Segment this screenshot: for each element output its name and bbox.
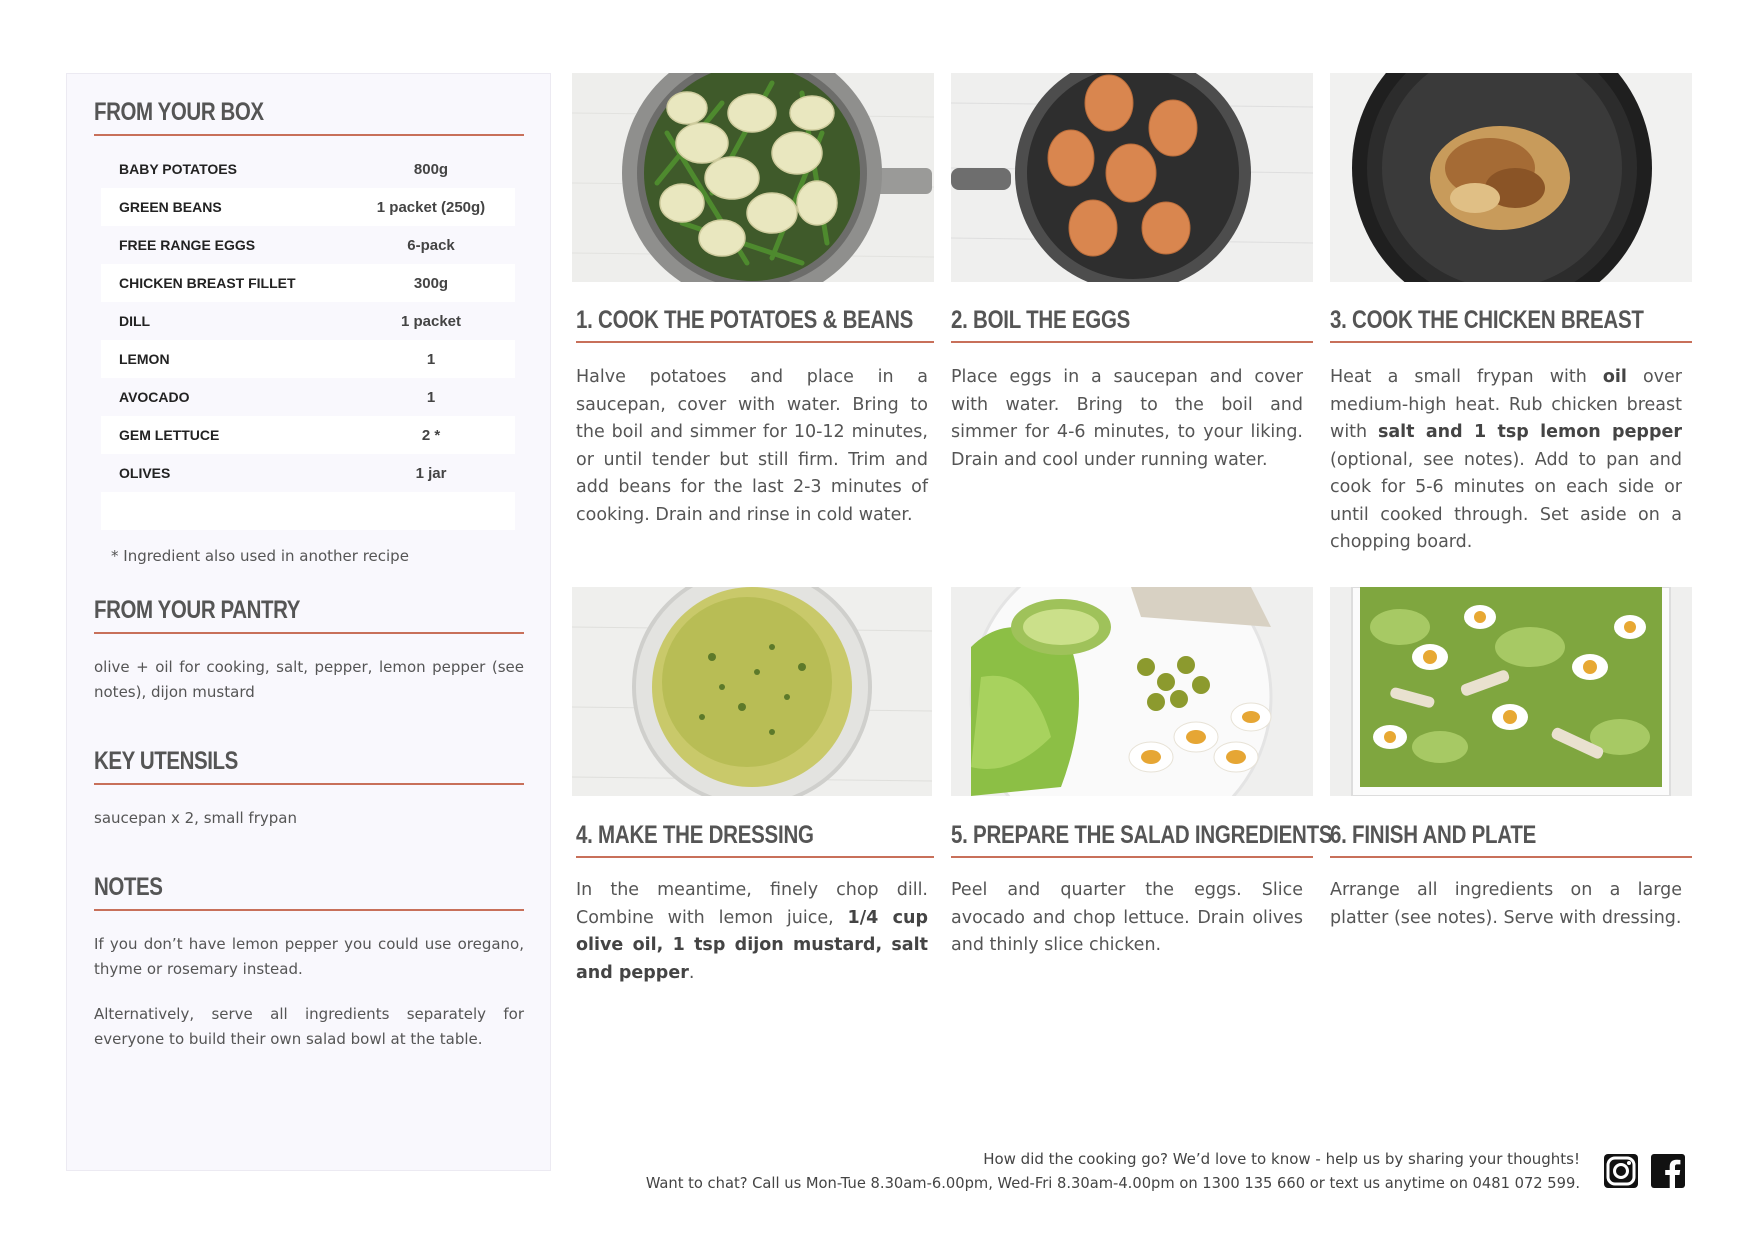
- section-divider: [576, 856, 934, 858]
- plated-salad-photo: [1330, 587, 1692, 796]
- ingredient-name: BABY POTATOES: [119, 161, 237, 177]
- potatoes-beans-photo: [572, 73, 934, 282]
- instagram-icon[interactable]: [1602, 1152, 1640, 1190]
- ingredient-name: AVOCADO: [119, 389, 190, 405]
- facebook-icon[interactable]: [1649, 1152, 1687, 1190]
- step-5-text: Peel and quarter the eggs. Slice avocado and chop lettuce. Drain olives and thinly slice chicken.: [951, 880, 1303, 955]
- section-divider: [1330, 856, 1692, 858]
- step-2-title: 2. BOIL THE EGGS: [951, 306, 1131, 334]
- section-divider: [94, 909, 524, 911]
- step-6-text: Arrange all ingredients on a large platter (see notes). Serve with dressing.: [1330, 880, 1682, 928]
- ingredient-row: [101, 454, 515, 492]
- ingredient-row: [101, 226, 515, 264]
- ingredient-row: [101, 264, 515, 302]
- ingredient-name: DILL: [119, 313, 151, 329]
- step-5-title: 5. PREPARE THE SALAD INGREDIENTS: [951, 821, 1333, 849]
- eggs-saucepan-photo: [951, 73, 1313, 282]
- ingredient-qty: 1 jar: [415, 464, 447, 482]
- utensils-text: saucepan x 2, small frypan: [94, 809, 297, 827]
- section-divider: [94, 134, 524, 136]
- step-1-title: 1. COOK THE POTATOES & BEANS: [576, 306, 914, 334]
- ingredient-footnote: * Ingredient also used in another recipe: [111, 547, 409, 565]
- step-3-title: 3. COOK THE CHICKEN BREAST: [1330, 306, 1644, 334]
- ingredient-qty: 6-pack: [407, 236, 455, 254]
- bold-ingredient: 1/4 cup olive oil, 1 tsp dijon mustard, salt and pepper: [576, 907, 929, 983]
- step-3-text: Heat a small frypan with oil over medium-high heat. Rub chicken breast with salt and 1 tsp lemon pepper (optional, see notes). Add to pan and cook for 5-6 minutes on each side or until cooked through. Set aside on a chopping board.: [1330, 367, 1682, 552]
- key-utensils-title: KEY UTENSILS: [94, 747, 238, 775]
- ingredient-row: [101, 416, 515, 454]
- salad-ingredients-photo: [951, 587, 1313, 796]
- ingredient-qty: 1: [426, 388, 436, 406]
- ingredient-name: OLIVES: [119, 465, 171, 481]
- ingredient-name: GEM LETTUCE: [119, 427, 220, 443]
- ingredient-qty: 1 packet (250g): [376, 198, 486, 216]
- ingredient-row: [101, 302, 515, 340]
- step-4-title: 4. MAKE THE DRESSING: [576, 821, 814, 849]
- ingredient-qty: 800g: [413, 160, 449, 178]
- ingredient-qty: 2 *: [421, 426, 441, 444]
- ingredient-name: CHICKEN BREAST FILLET: [119, 275, 296, 291]
- step-1-text: Halve potatoes and place in a saucepan, cover with water. Bring to the boil and simmer for 10-12 minutes, or until tender but still firm. Trim and add beans for the last 2-3 minutes of cooking. Drain and rinse in cold water.: [576, 367, 928, 525]
- ingredient-row: [101, 188, 515, 226]
- dressing-bowl-photo: [572, 587, 932, 796]
- ingredient-qty: 1 packet: [400, 312, 462, 330]
- ingredient-qty: 1: [426, 350, 436, 368]
- notes-title: NOTES: [94, 873, 163, 901]
- chicken-frypan-photo: [1330, 73, 1692, 282]
- ingredient-row: [101, 340, 515, 378]
- ingredient-name: FREE RANGE EGGS: [119, 237, 256, 253]
- section-divider: [951, 856, 1313, 858]
- bold-ingredient: salt and 1 tsp lemon pepper: [1377, 422, 1682, 442]
- notes-paragraph: Alternatively, serve all ingredients separately for everyone to build their own salad bowl at the table.: [94, 1005, 524, 1048]
- ingredient-row: [101, 150, 515, 188]
- contact-text: Want to chat? Call us Mon-Tue 8.30am-6.00pm, Wed-Fri 8.30am-4.00pm on 1300 135 660 or text us anytime on 0481 072 599.: [645, 1175, 1580, 1192]
- notes-paragraph: If you don’t have lemon pepper you could use oregano, thyme or rosemary instead.: [94, 935, 524, 978]
- step-4-text: In the meantime, finely chop dill. Combine with lemon juice, 1/4 cup olive oil, 1 tsp dijon mustard, salt and pepper.: [576, 880, 929, 983]
- section-divider: [576, 341, 934, 343]
- pantry-text: olive + oil for cooking, salt, pepper, lemon pepper (see notes), dijon mustard: [94, 658, 524, 701]
- feedback-text: How did the cooking go? We’d love to know - help us by sharing your thoughts!: [983, 1150, 1580, 1168]
- step-2-text: Place eggs in a saucepan and cover with water. Bring to the boil and simmer for 4-6 minutes, to your liking. Drain and cool under running water.: [951, 367, 1303, 470]
- ingredients-sidebar: [66, 73, 551, 1171]
- from-your-box-title: FROM YOUR BOX: [94, 98, 264, 126]
- ingredient-row-empty: [101, 492, 515, 530]
- step-6-title: 6. FINISH AND PLATE: [1330, 821, 1537, 849]
- ingredient-row: [101, 378, 515, 416]
- from-your-pantry-title: FROM YOUR PANTRY: [94, 596, 301, 624]
- bold-ingredient: oil: [1602, 367, 1627, 387]
- section-divider: [1330, 341, 1692, 343]
- ingredient-name: LEMON: [119, 351, 170, 367]
- ingredient-name: GREEN BEANS: [119, 199, 222, 215]
- section-divider: [94, 632, 524, 634]
- section-divider: [951, 341, 1313, 343]
- ingredient-qty: 300g: [413, 274, 449, 292]
- section-divider: [94, 783, 524, 785]
